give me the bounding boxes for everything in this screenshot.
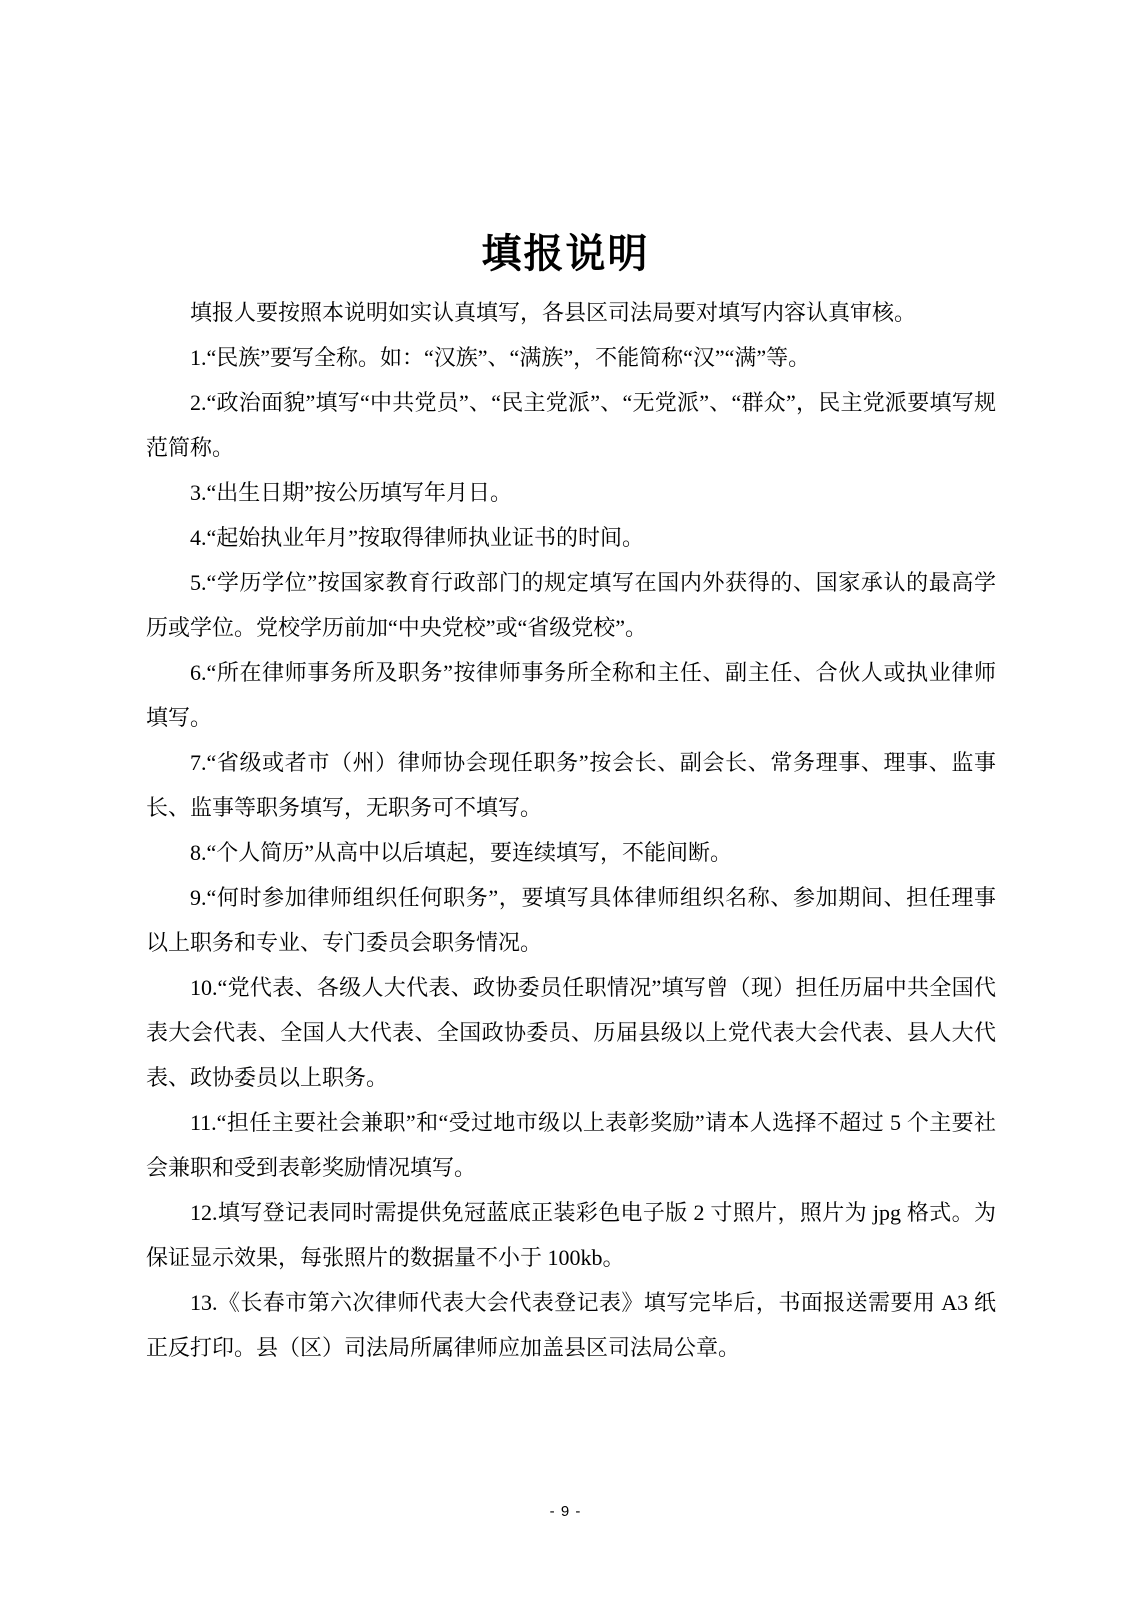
instruction-paragraph-7: 7.“省级或者市（州）律师协会现任职务”按会长、副会长、常务理事、理事、监事长、监事等职务填写，无职务可不填写。 — [146, 750, 996, 820]
instruction-paragraph-10: 10.“党代表、各级人大代表、政协委员任职情况”填写曾（现）担任历届中共全国代表大会代表、全国人大代表、全国政协委员、历届县级以上党代表大会代表、县人大代表、政协委员以上职务。 — [146, 975, 996, 1090]
instruction-paragraph-4: 4.“起始执业年月”按取得律师执业证书的时间。 — [190, 525, 645, 550]
instruction-paragraph-9: 9.“何时参加律师组织任何职务”，要填写具体律师组织名称、参加期间、担任理事以上职务和专业、专门委员会职务情况。 — [146, 885, 996, 955]
instructions-body — [146, 290, 996, 1370]
instruction-paragraph-6: 6.“所在律师事务所及职务”按律师事务所全称和主任、副主任、合伙人或执业律师填写。 — [146, 660, 996, 730]
instruction-paragraph-13: 13.《长春市第六次律师代表大会代表登记表》填写完毕后，书面报送需要用 A3 纸正反打印。县（区）司法局所属律师应加盖县区司法局公章。 — [146, 1290, 996, 1360]
instruction-paragraph-5: 5.“学历学位”按国家教育行政部门的规定填写在国内外获得的、国家承认的最高学历或学位。党校学历前加“中央党校”或“省级党校”。 — [146, 570, 996, 640]
intro-paragraph: 填报人要按照本说明如实认真填写，各县区司法局要对填写内容认真审核。 — [190, 300, 917, 325]
instruction-paragraph-1: 1.“民族”要写全称。如：“汉族”、“满族”，不能简称“汉”“满”等。 — [190, 345, 811, 370]
instruction-paragraph-12: 12.填写登记表同时需提供免冠蓝底正装彩色电子版 2 寸照片，照片为 jpg 格式。为保证显示效果，每张照片的数据量不小于 100kb。 — [146, 1200, 996, 1270]
instruction-paragraph-3: 3.“出生日期”按公历填写年月日。 — [190, 480, 513, 505]
instruction-paragraph-2: 2.“政治面貌”填写“中共党员”、“民主党派”、“无党派”、“群众”，民主党派要填写规范简称。 — [146, 390, 996, 460]
instruction-paragraph-8: 8.“个人简历”从高中以后填起，要连续填写，不能间断。 — [190, 840, 733, 865]
instruction-paragraph-11: 11.“担任主要社会兼职”和“受过地市级以上表彰奖励”请本人选择不超过 5 个主要社会兼职和受到表彰奖励情况填写。 — [146, 1110, 996, 1180]
page-number: - 9 - — [549, 1503, 582, 1520]
page-title: 填报说明 — [481, 230, 650, 276]
